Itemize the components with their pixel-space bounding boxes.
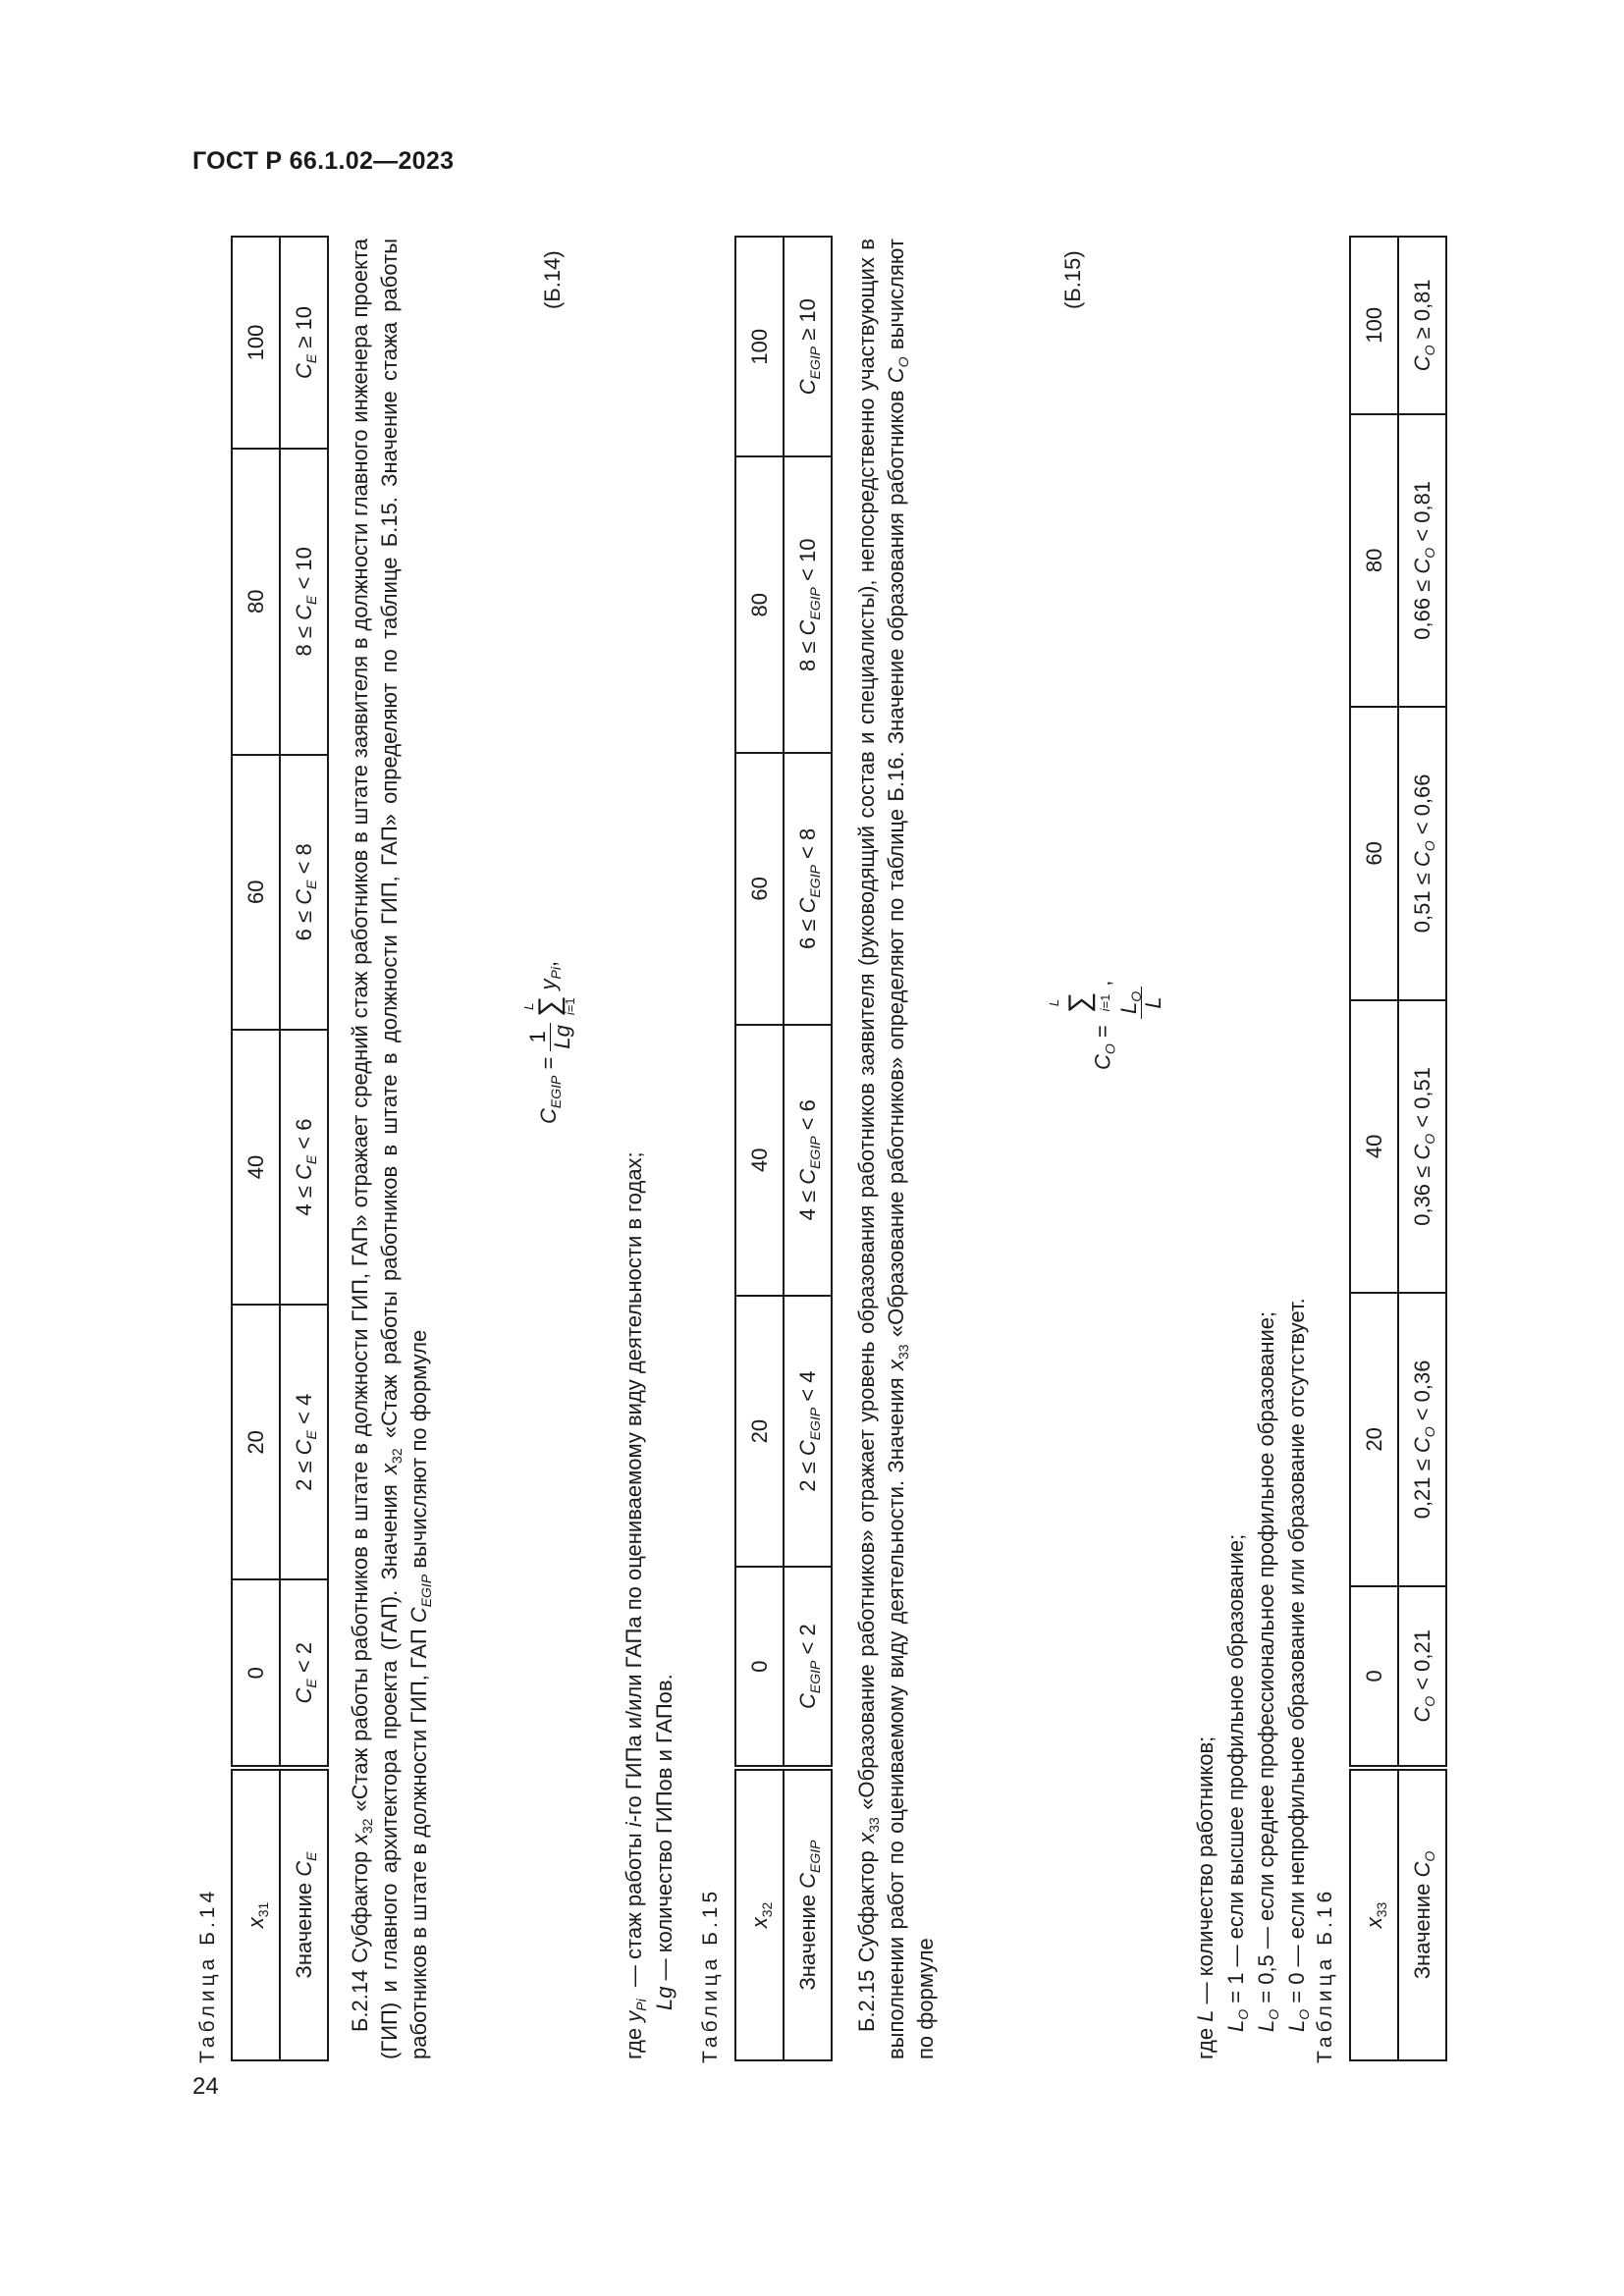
table-cell: $C_{EGIP} < 2$ <box>784 1567 832 1768</box>
table-cell: 60 <box>735 753 784 1024</box>
where-line: $L_O = 0,5$ — если среднее профессиональное профильное образование; <box>1254 1310 1281 2032</box>
table-cell: 20 <box>735 1296 784 1567</box>
table-cell: $C_O \ge 0,81$ <box>1398 237 1446 414</box>
table-row <box>1398 237 1446 2060</box>
table-row <box>1350 237 1398 2060</box>
where-line: $L_O = 0$ — если непрофильное образование или образование отсутствует. <box>1284 1298 1312 2032</box>
table-head-cell: Значение $C_E$ <box>280 1768 328 2060</box>
table-cell: $0,36 \le C_O < 0,51$ <box>1398 1000 1446 1294</box>
where-list-b15 <box>1190 1298 1312 2059</box>
table-cell: 20 <box>1350 1293 1398 1586</box>
table-row <box>280 237 328 2060</box>
table-head-cell: $x_{31}$ <box>232 1768 280 2060</box>
table-b16-caption: Таблица Б.16 <box>1314 1887 1336 2063</box>
fraction: 1 Lg <box>524 1025 574 1049</box>
table-cell: 100 <box>735 237 784 456</box>
table-cell: $0,51 \le C_O < 0,66$ <box>1398 707 1446 1000</box>
table-cell: $C_E < 2$ <box>280 1579 328 1768</box>
table-head-cell: Значение $C_O$ <box>1398 1768 1446 2060</box>
formula-b15: $C_O$ = L ∑ i=1 $L_O$ L , <box>1043 981 1165 1070</box>
table-head-cell: $x_{33}$ <box>1350 1768 1398 2060</box>
table-cell: $6 \le C_E < 8$ <box>280 755 328 1030</box>
table-row <box>232 237 280 2060</box>
table-cell: $2 \le C_E < 4$ <box>280 1305 328 1579</box>
table-b15 <box>734 236 833 2061</box>
table-cell: 100 <box>1350 237 1398 414</box>
table-cell: $C_O < 0,21$ <box>1398 1586 1446 1768</box>
paragraph-b215: Б.2.15 Субфактор $x_{33}$ «Образование работников» отражает уровень образования работников заявителя (руководящий состав и специалисты), непосредственно участвующих в выполнении работ по оцениваемому виду деятельности. Значения $x_{33}$ «Образование работников» определяют по таблице Б.16. Значение образования работников $C_O$ вычисляют по формуле <box>854 239 938 2059</box>
table-head-cell: $x_{32}$ <box>735 1768 784 2060</box>
sum-sign: L ∑ i=1 <box>1047 991 1112 1014</box>
where-line: где L — количество работников; <box>1193 1735 1218 2059</box>
fraction: L ∑ i=1 $L_O$ L <box>1043 987 1165 1019</box>
formula-b14: $C_{EGIP}$ = 1 Lg L ∑ i=1 $y_{Pi}$, <box>521 960 577 1124</box>
table-cell: 40 <box>735 1025 784 1296</box>
table-cell: 40 <box>1350 1000 1398 1294</box>
where-line: $L_O = 1$ — если высшее профильное образование; <box>1223 1533 1251 2032</box>
table-cell: $0,21 \le C_O < 0,36$ <box>1398 1293 1446 1586</box>
table-cell: 0 <box>232 1579 280 1768</box>
table-row <box>735 237 784 2060</box>
page-number: 24 <box>192 2073 219 2100</box>
table-row <box>784 237 832 2060</box>
table-cell: 0 <box>1350 1586 1398 1768</box>
table-cell: 80 <box>735 456 784 753</box>
formula-b15-number: (Б.15) <box>1060 250 1085 309</box>
table-cell: $8 \le C_E < 10$ <box>280 449 328 755</box>
formula-b14-number: (Б.14) <box>540 250 565 309</box>
table-b15-caption: Таблица Б.15 <box>699 1887 722 2063</box>
table-head-cell: Значение $C_{EGIP}$ <box>784 1768 832 2060</box>
where-line: где $y_{Pi}$ — стаж работы i-го ГИПа и/или ГАПа по оцениваемому виду деятельности в годах; <box>622 1151 649 2059</box>
table-cell: 20 <box>232 1305 280 1579</box>
paragraph-b214: Б.2.14 Субфактор $x_{32}$ «Стаж работы работников в штате в должности ГИП, ГАП» отражает средний стаж работников в штате заявителя в должности главного инженера проекта (ГИП) и главного архитектора проекта (ГАП). Значения $x_{32}$ «Стаж работы работников в штате в должности ГИП, ГАП» определяют по таблице Б.15. Значение стажа работы работников в штате в должности ГИП, ГАП $C_{EGIP}$ вычисляют по формуле <box>348 238 434 2059</box>
table-cell: 60 <box>1350 707 1398 1000</box>
table-cell: $C_E \ge 10$ <box>280 237 328 449</box>
table-cell: 100 <box>232 237 280 449</box>
table-cell: 60 <box>232 755 280 1030</box>
table-cell: $0,66 \le C_O < 0,81$ <box>1398 414 1446 708</box>
rotated-page-content <box>196 226 1483 2071</box>
table-b16 <box>1349 236 1447 2061</box>
table-cell: $C_{EGIP} \ge 10$ <box>784 237 832 456</box>
table-cell: 0 <box>735 1567 784 1768</box>
where-line: Lg — количество ГИПов и ГАПов. <box>652 1674 677 2010</box>
table-cell: 80 <box>1350 414 1398 708</box>
table-cell: $4 \le C_E < 6$ <box>280 1030 328 1305</box>
document-header: ГОСТ Р 66.1.02—2023 <box>192 147 455 175</box>
where-list-b14 <box>619 1151 679 2059</box>
sum-sign: L ∑ i=1 <box>521 995 577 1017</box>
table-cell: $8 \le C_{EGIP} < 10$ <box>784 456 832 753</box>
table-cell: $4 \le C_{EGIP} < 6$ <box>784 1025 832 1296</box>
table-b14 <box>231 236 329 2061</box>
table-b14-caption: Таблица Б.14 <box>196 1887 219 2063</box>
table-cell: 40 <box>232 1030 280 1305</box>
table-cell: 80 <box>232 449 280 755</box>
table-cell: $2 \le C_{EGIP} < 4$ <box>784 1296 832 1567</box>
table-cell: $6 \le C_{EGIP} < 8$ <box>784 753 832 1024</box>
